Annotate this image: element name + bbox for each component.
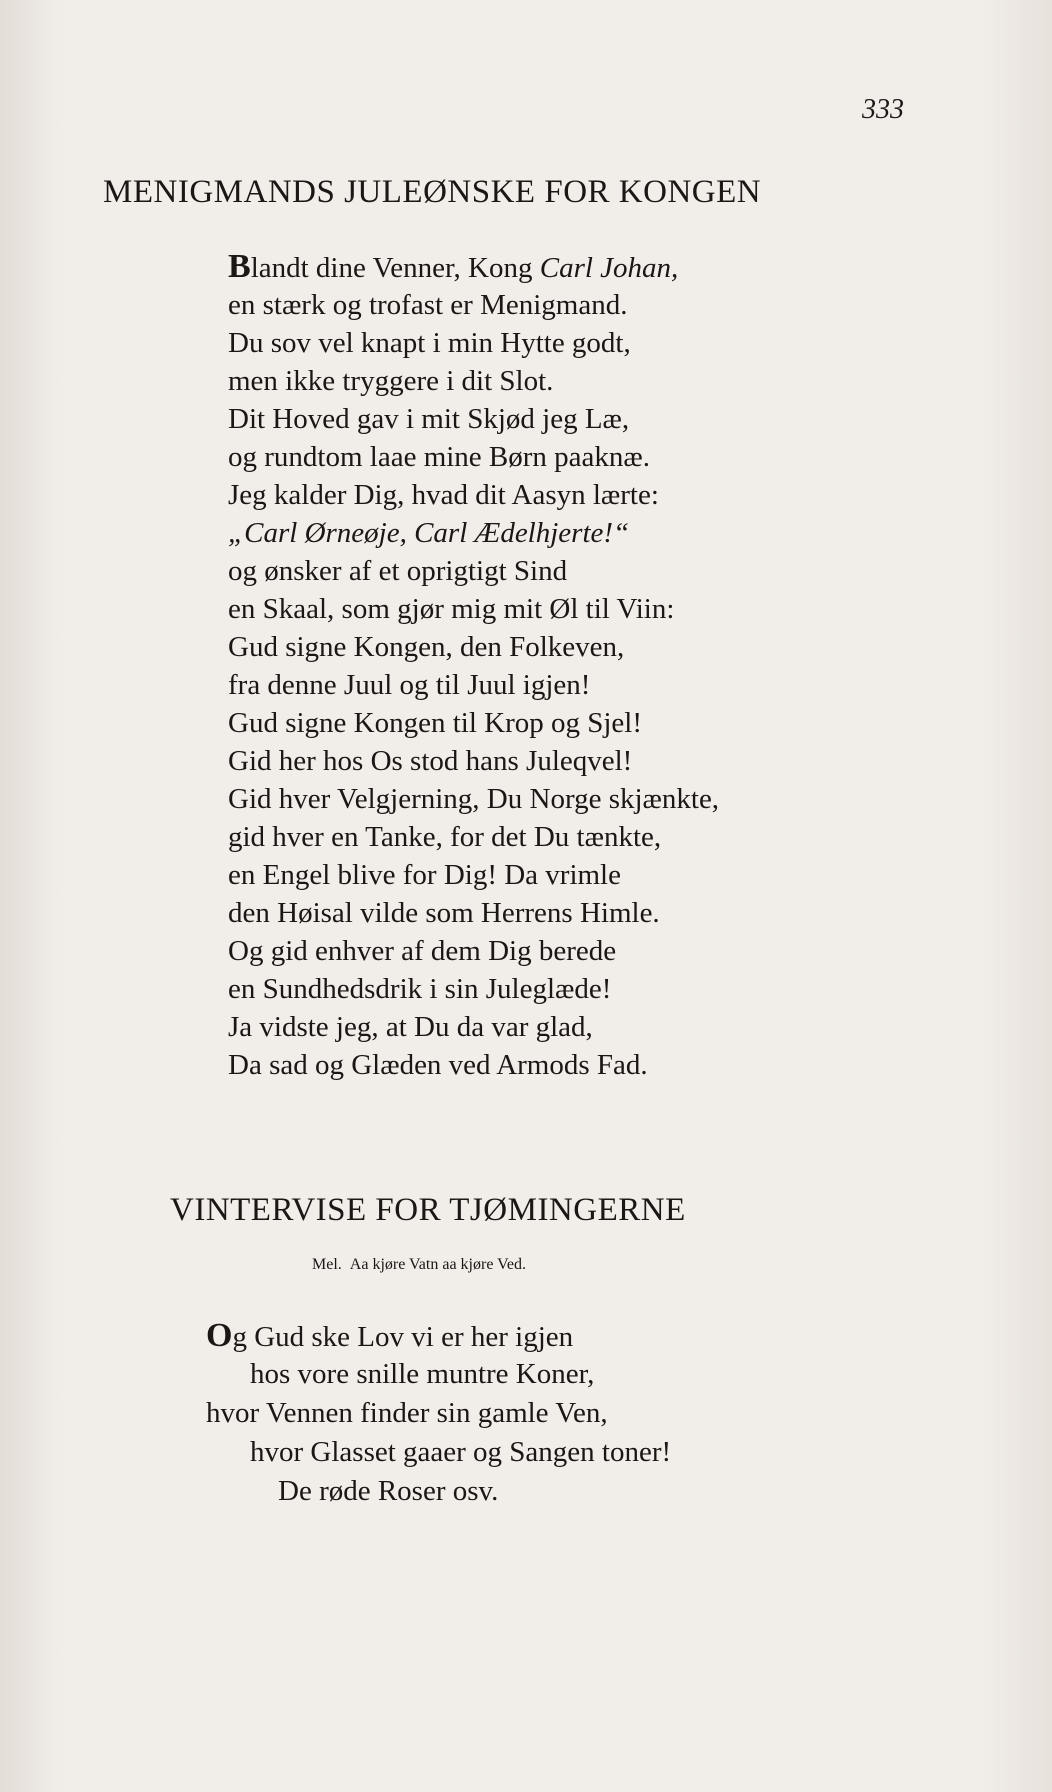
poem-line: Da sad og Glæden ved Armods Fad.: [228, 1049, 648, 1081]
poem-line: hvor Vennen finder sin gamle Ven,: [206, 1397, 608, 1429]
melody-label: Mel.: [312, 1256, 342, 1273]
poem-line: fra denne Juul og til Juul igjen!: [228, 669, 591, 701]
poem-line: den Høisal vilde som Herrens Himle.: [228, 897, 660, 929]
poem-title-2: VINTERVISE FOR TJØMINGERNE: [170, 1192, 686, 1228]
poem-line: og ønsker af et oprigtigt Sind: [228, 555, 568, 587]
poem-1-line-1-italic: Carl Johan,: [539, 252, 679, 284]
poem-line: Gud signe Kongen, den Folkeven,: [228, 631, 625, 663]
poem-line: Ja vidste jeg, at Du da var glad,: [228, 1011, 593, 1043]
poem-line: en Engel blive for Dig! Da vrimle: [228, 859, 621, 891]
poem-line: men ikke tryggere i dit Slot.: [228, 365, 554, 397]
poem-1-line-1-text: landt dine Venner, Kong: [250, 252, 540, 284]
poem-1-body: [228, 248, 719, 1084]
poem-line: gid hver en Tanke, for det Du tænkte,: [228, 821, 662, 853]
poem-line: og rundtom laae mine Børn paaknæ.: [228, 441, 651, 473]
poem-line: en Skaal, som gjør mig mit Øl til Viin:: [228, 593, 675, 625]
drop-cap-o: O: [206, 1317, 233, 1354]
poem-line: Og gid enhver af dem Dig berede: [228, 935, 617, 967]
poem-line-italic: „Carl Ørneøje, Carl Ædelhjerte!“: [228, 517, 630, 549]
page-number: 333: [862, 94, 904, 125]
poem-title-1: MENIGMANDS JULEØNSKE FOR KONGEN: [103, 174, 762, 210]
poem-line: Gud signe Kongen til Krop og Sjel!: [228, 707, 643, 739]
poem-2-line-1: [206, 1316, 671, 1355]
poem-line: hos vore snille muntre Koner,: [250, 1358, 595, 1390]
poem-2-line-1-text: g Gud ske Lov vi er her igjen: [232, 1321, 574, 1353]
poem-line: Gid hver Velgjerning, Du Norge skjænkte,: [228, 783, 720, 815]
poem-line: hvor Glasset gaaer og Sangen toner!: [250, 1436, 672, 1468]
poem-line: en stærk og trofast er Menigmand.: [228, 289, 628, 321]
poem-2-body: [206, 1316, 671, 1511]
poem-1-line-1: [228, 248, 719, 286]
poem-line: Gid her hos Os stod hans Juleqvel!: [228, 745, 633, 777]
drop-cap-b: B: [228, 248, 251, 285]
poem-line: en Sundhedsdrik i sin Juleglæde!: [228, 973, 612, 1005]
poem-line: Jeg kalder Dig, hvad dit Aasyn lærte:: [228, 479, 659, 511]
melody-text: Aa kjøre Vatn aa kjøre Ved.: [349, 1256, 527, 1273]
poem-line: Dit Hoved gav i mit Skjød jeg Læ,: [228, 403, 630, 435]
melody-note: [312, 1256, 526, 1274]
poem-line: De røde Roser osv.: [278, 1475, 499, 1507]
poem-line: Du sov vel knapt i min Hytte godt,: [228, 327, 631, 359]
